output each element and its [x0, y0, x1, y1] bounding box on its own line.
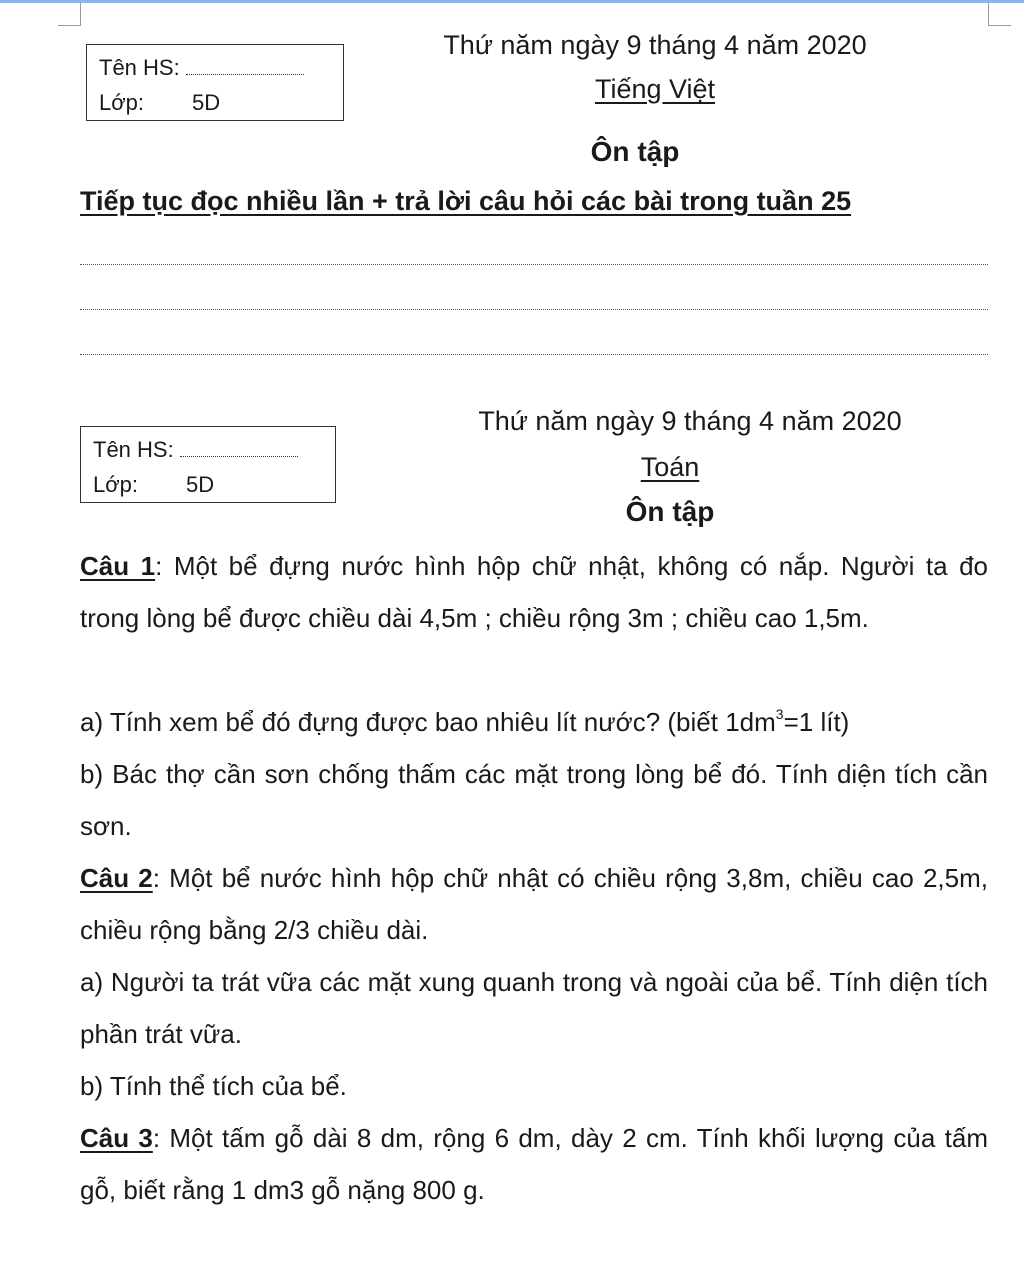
question-part-text: a) Tính xem bể đó đựng được bao nhiêu lít nước? (biết 1dm [80, 707, 776, 737]
student-name-blank [186, 56, 304, 75]
question-2-part-b: b) Tính thể tích của bể. [80, 1071, 347, 1101]
student-name-blank [180, 438, 298, 457]
question-3 [80, 1112, 988, 1216]
student-class-value: 5D [186, 472, 215, 497]
student-class-label: Lớp: [99, 90, 145, 115]
question-text: : Một tấm gỗ dài 8 dm, rộng 6 dm, dày 2 cm. Tính khối lượng của tấm gỗ, biết rằng 1 dm3 gỗ nặng 800 g. [80, 1123, 988, 1205]
student-class-row [99, 90, 220, 116]
subject-title: Tiếng Việt [594, 74, 716, 104]
lesson-title: Ôn tập [625, 496, 715, 527]
student-name-row [93, 437, 298, 463]
exponent: 3 [775, 706, 784, 722]
lesson-title: Ôn tập [590, 136, 680, 167]
subject-title: Toán [640, 452, 700, 482]
question-part-text: =1 lít) [783, 707, 850, 737]
answer-line [80, 354, 988, 355]
student-name-label: Tên HS: [99, 55, 180, 80]
question-label: Câu 3 [80, 1123, 153, 1153]
question-text: : Một bể nước hình hộp chữ nhật có chiều rộng 3,8m, chiều cao 2,5m, chiều rộng bằng 2/3 chiều dài. [80, 863, 988, 945]
student-name-label: Tên HS: [93, 437, 174, 462]
question-1 [80, 540, 988, 644]
margin-corner-mark-left [58, 3, 81, 26]
question-1-part-b: b) Bác thợ cần sơn chống thấm các mặt trong lòng bể đó. Tính diện tích cần sơn. [80, 759, 988, 841]
question-label: Câu 1 [80, 551, 156, 581]
lesson-date: Thứ năm ngày 9 tháng 4 năm 2020 [478, 406, 902, 436]
student-info-box-1 [86, 44, 344, 121]
answer-line [80, 264, 988, 265]
assignment-instruction: Tiếp tục đọc nhiều lần + trả lời câu hỏi các bài trong tuần 25 [80, 186, 852, 216]
question-1-part-a [80, 696, 988, 748]
page-top-rule [0, 0, 1024, 3]
question-text: : Một bể đựng nước hình hộp chữ nhật, không có nắp. Người ta đo trong lòng bể được chiều dài 4,5m ; chiều rộng 3m ; chiều cao 1,5m. [80, 551, 988, 633]
student-class-row [93, 472, 214, 498]
student-name-row [99, 55, 304, 81]
student-class-label: Lớp: [93, 472, 139, 497]
question-2 [80, 852, 988, 956]
question-label: Câu 2 [80, 863, 153, 893]
question-2-part-a: a) Người ta trát vữa các mặt xung quanh trong và ngoài của bể. Tính diện tích phần trát vữa. [80, 967, 988, 1049]
lesson-date: Thứ năm ngày 9 tháng 4 năm 2020 [443, 30, 867, 60]
student-class-value: 5D [192, 90, 221, 115]
answer-line [80, 309, 988, 310]
margin-corner-mark-right [988, 3, 1011, 26]
student-info-box-2 [80, 426, 336, 503]
